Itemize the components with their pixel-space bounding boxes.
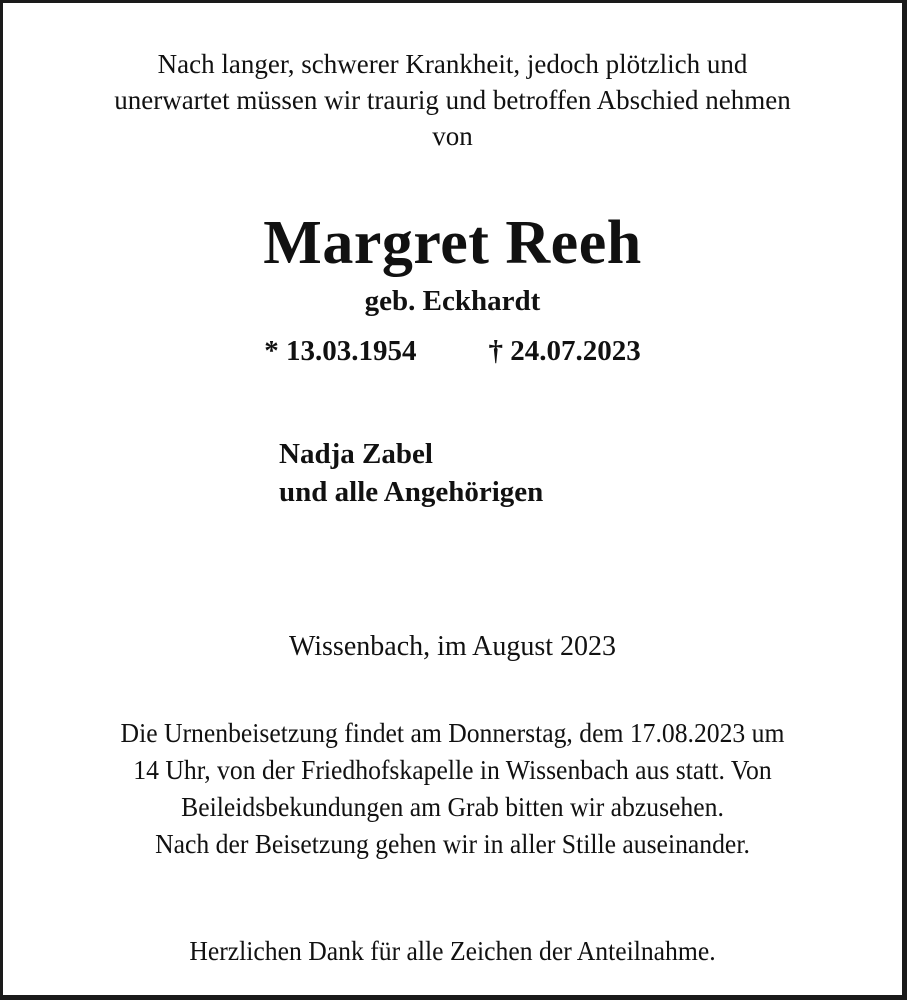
maiden-name: geb. Eckhardt <box>364 285 541 317</box>
burial-line: 14 Uhr, von der Friedhofskapelle in Wissenbach aus statt. Von <box>133 755 772 785</box>
burial-info <box>25 715 879 863</box>
burial-line: Die Urnenbeisetzung findet am Donnerstag, dem 17.08.2023 um <box>120 718 785 748</box>
burial-line: Beileidsbekundungen am Grab bitten wir abzusehen. <box>181 792 724 822</box>
place-date: Wissenbach, im August 2023 <box>288 631 617 662</box>
death-date: † 24.07.2023 <box>488 335 641 367</box>
mourners <box>279 435 543 511</box>
intro-line: unerwartet müssen wir traurig und betroffen Abschied nehmen <box>114 85 791 115</box>
deceased-name: Margret Reeh <box>263 209 642 277</box>
birth-date: * 13.03.1954 <box>264 335 417 367</box>
intro-line: Nach langer, schwerer Krankheit, jedoch plötzlich und <box>157 49 748 79</box>
intro-text <box>3 46 902 154</box>
mourner-line: Nadja Zabel <box>279 438 433 470</box>
burial-line: Nach der Beisetzung gehen wir in aller Stille auseinander. <box>155 829 750 859</box>
thanks-text: Herzlichen Dank für alle Zeichen der Anteilnahme. <box>189 936 716 966</box>
intro-line: von <box>432 121 473 151</box>
life-dates <box>3 333 902 369</box>
mourner-line: und alle Angehörigen <box>279 476 544 508</box>
